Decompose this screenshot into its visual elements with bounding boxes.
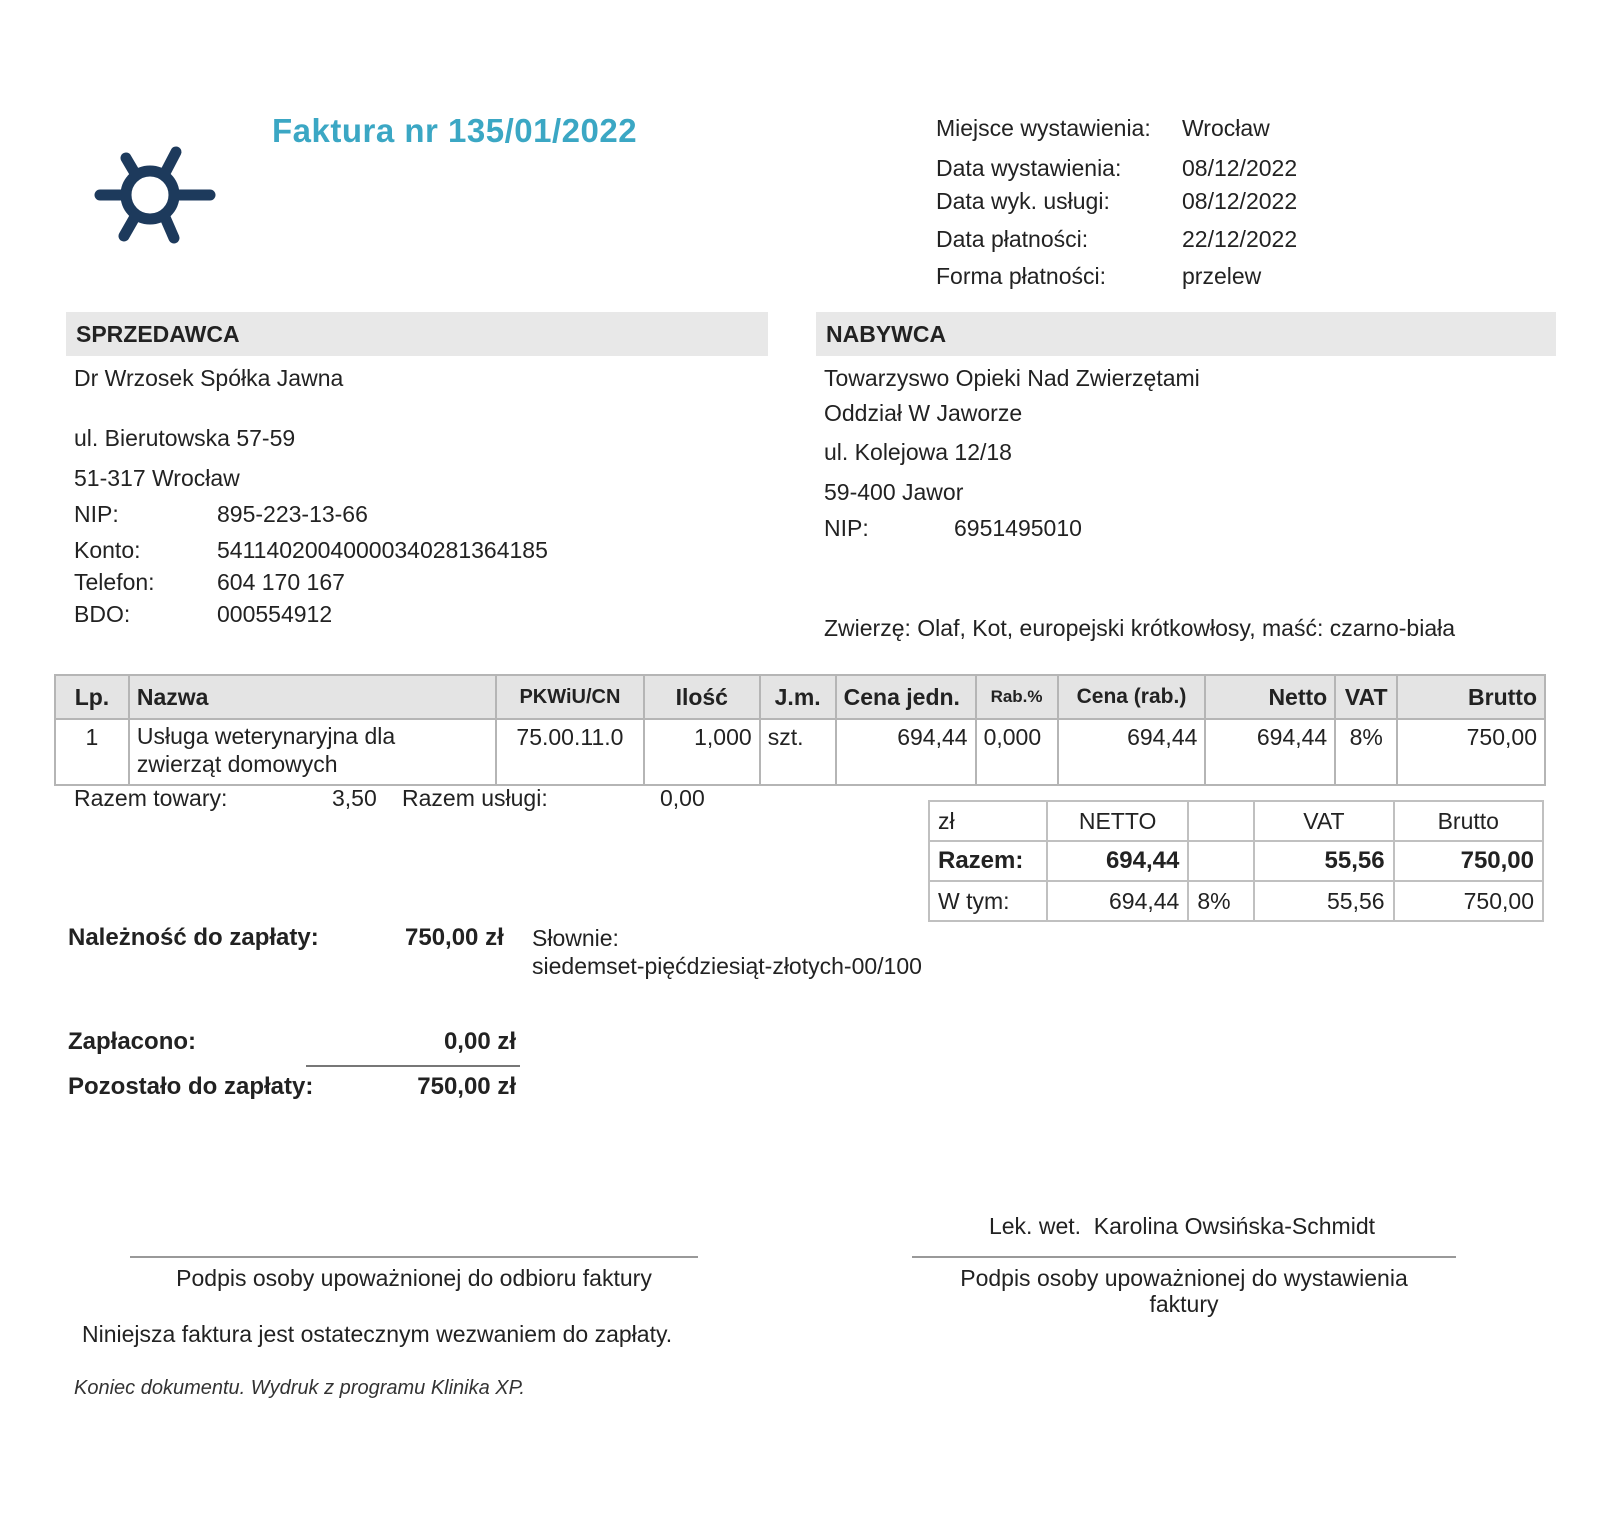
totals-sum-gross: 750,00 bbox=[1394, 841, 1543, 881]
seller-header-bar bbox=[66, 312, 768, 356]
receiver-signature-caption: Podpis osoby upoważnionej do odbioru faktury bbox=[176, 1265, 652, 1291]
amount-due-value: 750,00 zł bbox=[405, 924, 504, 951]
cell-name-line1: Usługa weterynaryjna dla bbox=[136, 723, 396, 749]
meta-value-place: Wrocław bbox=[1182, 115, 1270, 141]
totals-header-row bbox=[929, 801, 1543, 841]
buyer-city: 59-400 Jawor bbox=[824, 479, 964, 505]
remaining-label: Pozostało do zapłaty: bbox=[68, 1073, 314, 1100]
services-total-label: Razem usługi: bbox=[402, 785, 548, 811]
col-header-unit: J.m. bbox=[760, 675, 836, 719]
seller-nip-value: 895-223-13-66 bbox=[217, 501, 368, 527]
col-header-vat: VAT bbox=[1335, 675, 1397, 719]
vat-totals-table bbox=[928, 800, 1544, 922]
meta-value-payment-form: przelew bbox=[1182, 263, 1262, 289]
seller-heading: SPRZEDAWCA bbox=[76, 321, 240, 347]
totals-blank-header bbox=[1188, 801, 1254, 841]
seller-street: ul. Bierutowska 57-59 bbox=[74, 425, 296, 451]
col-header-unit-price: Cena jedn. bbox=[836, 675, 976, 719]
totals-incl-gross: 750,00 bbox=[1394, 881, 1543, 921]
buyer-nip-label: NIP: bbox=[824, 515, 869, 541]
seller-bdo-value: 000554912 bbox=[217, 601, 333, 627]
totals-sum-label: Razem: bbox=[929, 841, 1047, 881]
invoice-title: Faktura nr 135/01/2022 bbox=[272, 112, 638, 149]
seller-bdo-label: BDO: bbox=[74, 601, 131, 627]
totals-sum-vat: 55,56 bbox=[1254, 841, 1393, 881]
issuer-name: Lek. wet. Karolina Owsińska-Schmidt bbox=[988, 1213, 1376, 1239]
seller-name: Dr Wrzosek Spółka Jawna bbox=[74, 365, 344, 391]
paid-label: Zapłacono: bbox=[68, 1028, 197, 1055]
issuer-signature-caption-line1: Podpis osoby upoważnionej do wystawienia bbox=[960, 1265, 1408, 1291]
buyer-street: ul. Kolejowa 12/18 bbox=[824, 439, 1012, 465]
buyer-heading: NABYWCA bbox=[826, 321, 947, 347]
items-table bbox=[54, 674, 1546, 786]
buyer-header-bar bbox=[816, 312, 1556, 356]
seller-account-value: 54114020040000340281364185 bbox=[217, 537, 548, 563]
cell-discount: 0,000 bbox=[976, 719, 1058, 785]
meta-label-payment-form: Forma płatności: bbox=[936, 263, 1107, 289]
col-header-gross: Brutto bbox=[1397, 675, 1545, 719]
col-header-pkwiu: PKWiU/CN bbox=[496, 675, 644, 719]
end-note: Koniec dokumentu. Wydruk z programu Klinika XP. bbox=[74, 1377, 525, 1399]
totals-sum-row bbox=[929, 841, 1543, 881]
cell-lp: 1 bbox=[55, 719, 129, 785]
cell-name bbox=[129, 719, 496, 785]
totals-incl-net: 694,44 bbox=[1047, 881, 1189, 921]
meta-value-payment-date: 22/12/2022 bbox=[1182, 226, 1298, 252]
seller-phone-label: Telefon: bbox=[74, 569, 155, 595]
cell-qty: 1,000 bbox=[644, 719, 760, 785]
seller-phone-value: 604 170 167 bbox=[217, 569, 345, 595]
col-header-net: Netto bbox=[1205, 675, 1335, 719]
cell-unit-price: 694,44 bbox=[836, 719, 976, 785]
issuer-signature-caption-line2: faktury bbox=[1149, 1291, 1219, 1317]
meta-label-service-date: Data wyk. usługi: bbox=[936, 188, 1110, 214]
meta-label-payment-date: Data płatności: bbox=[936, 226, 1089, 252]
totals-sum-net: 694,44 bbox=[1047, 841, 1189, 881]
amount-words-value: siedemset-pięćdziesiąt-złotych-00/100 bbox=[532, 953, 922, 979]
paid-divider bbox=[306, 1065, 520, 1067]
buyer-animal: Zwierzę: Olaf, Kot, europejski krótkowłosy, maść: czarno-biała bbox=[824, 615, 1456, 641]
seller-nip-label: NIP: bbox=[74, 501, 119, 527]
totals-incl-row bbox=[929, 881, 1543, 921]
meta-value-service-date: 08/12/2022 bbox=[1182, 188, 1298, 214]
buyer-name-line2: Oddział W Jaworze bbox=[824, 400, 1023, 426]
totals-incl-label: W tym: bbox=[929, 881, 1047, 921]
items-header-row bbox=[55, 675, 1545, 719]
goods-total-value: 3,50 bbox=[332, 785, 377, 811]
cell-vat: 8% bbox=[1335, 719, 1397, 785]
seller-city: 51-317 Wrocław bbox=[74, 465, 240, 491]
table-row bbox=[55, 719, 1545, 785]
totals-incl-rate: 8% bbox=[1188, 881, 1254, 921]
cell-net: 694,44 bbox=[1205, 719, 1335, 785]
totals-gross-header: Brutto bbox=[1394, 801, 1543, 841]
col-header-discount: Rab.% bbox=[976, 675, 1058, 719]
totals-sum-blank bbox=[1188, 841, 1254, 881]
seller-account-label: Konto: bbox=[74, 537, 141, 563]
col-header-name: Nazwa bbox=[129, 675, 496, 719]
buyer-name-line1: Towarzyswo Opieki Nad Zwierzętami bbox=[824, 365, 1200, 391]
cell-pkwiu: 75.00.11.0 bbox=[496, 719, 644, 785]
amount-due-label: Należność do zapłaty: bbox=[68, 924, 319, 951]
col-header-qty: Ilość bbox=[644, 675, 760, 719]
cell-gross: 750,00 bbox=[1397, 719, 1545, 785]
remaining-value: 750,00 zł bbox=[417, 1073, 516, 1100]
cell-discounted-price: 694,44 bbox=[1058, 719, 1206, 785]
cell-unit: szt. bbox=[760, 719, 836, 785]
totals-incl-vat: 55,56 bbox=[1254, 881, 1393, 921]
meta-label-place: Miejsce wystawienia: bbox=[936, 115, 1151, 141]
paid-value: 0,00 zł bbox=[443, 1028, 516, 1055]
meta-value-issue-date: 08/12/2022 bbox=[1182, 155, 1298, 181]
totals-vat-header: VAT bbox=[1254, 801, 1393, 841]
col-header-lp: Lp. bbox=[55, 675, 129, 719]
goods-total-label: Razem towary: bbox=[74, 785, 228, 811]
receiver-signature-line bbox=[130, 1256, 698, 1258]
sun-gear-icon bbox=[92, 140, 222, 250]
issuer-signature-line bbox=[912, 1256, 1456, 1258]
final-notice: Niniejsza faktura jest ostatecznym wezwaniem do zapłaty. bbox=[82, 1321, 673, 1347]
services-total-value: 0,00 bbox=[660, 785, 705, 811]
buyer-nip-value: 6951495010 bbox=[954, 515, 1082, 541]
cell-name-line2: zwierząt domowych bbox=[136, 751, 338, 777]
totals-net-header: NETTO bbox=[1047, 801, 1189, 841]
col-header-discounted-price: Cena (rab.) bbox=[1058, 675, 1206, 719]
amount-words-label: Słownie: bbox=[532, 925, 619, 951]
meta-label-issue-date: Data wystawienia: bbox=[936, 155, 1122, 181]
totals-currency: zł bbox=[929, 801, 1047, 841]
